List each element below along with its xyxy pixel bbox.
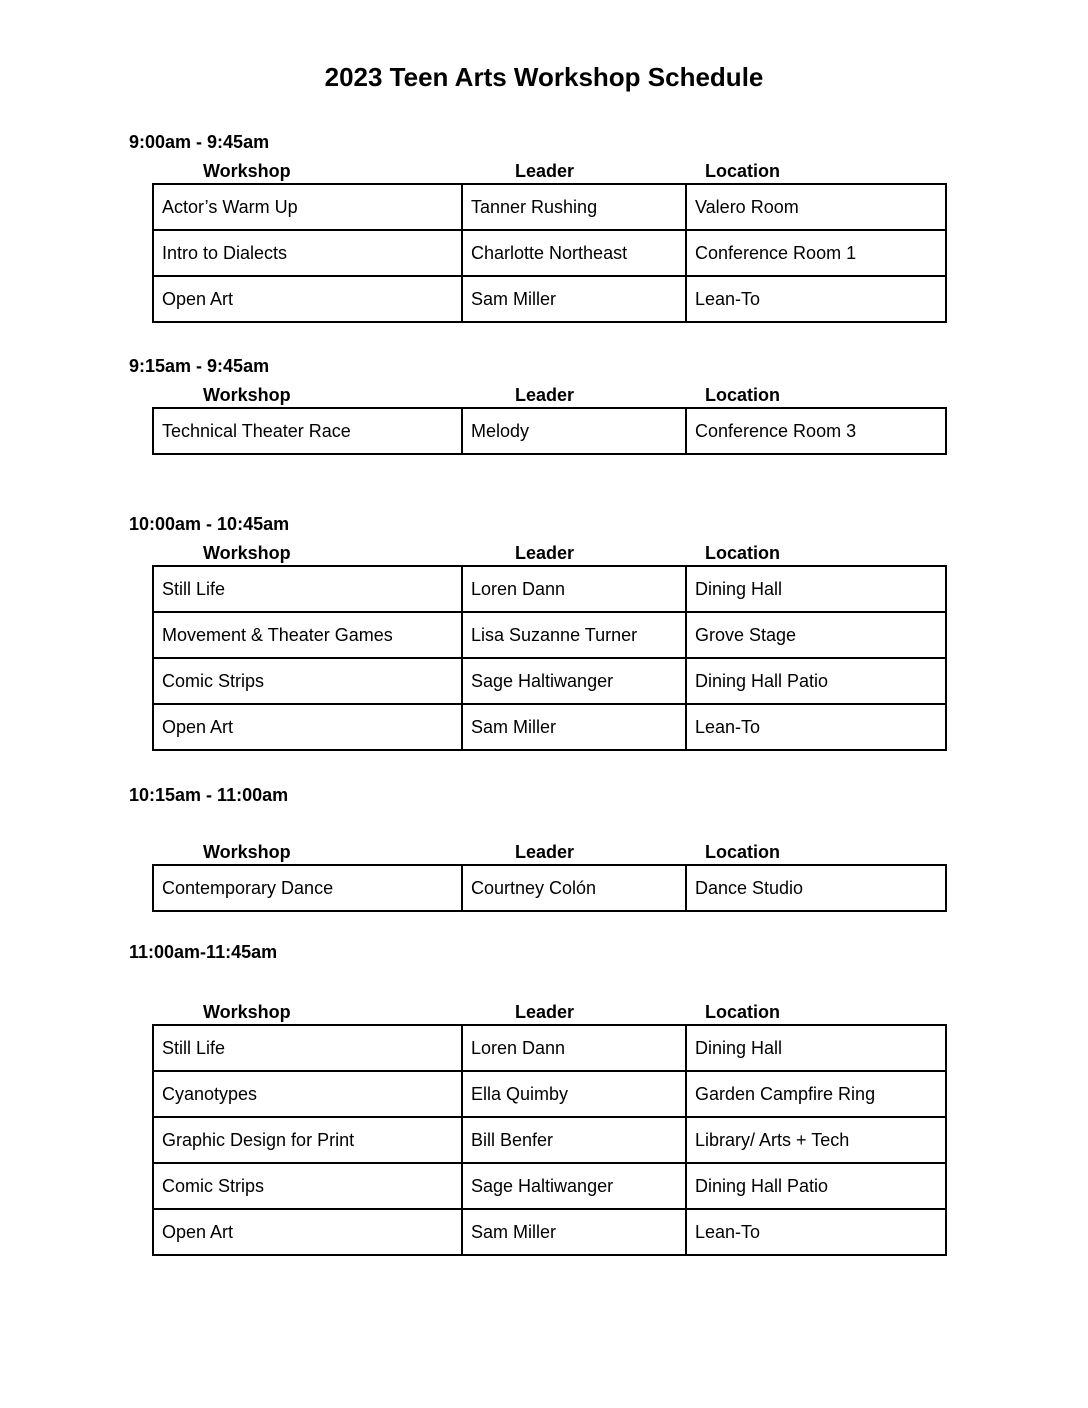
leader-cell: Loren Dann bbox=[462, 566, 686, 612]
column-header-workshop: Workshop bbox=[203, 385, 291, 405]
workshop-cell: Actor’s Warm Up bbox=[153, 184, 462, 230]
workshop-cell: Technical Theater Race bbox=[153, 408, 462, 454]
leader-cell: Sam Miller bbox=[462, 276, 686, 322]
table-row bbox=[153, 276, 946, 322]
schedule-section-900 bbox=[129, 133, 1088, 323]
time-heading: 9:15am - 9:45am bbox=[129, 356, 270, 376]
schedule-table bbox=[152, 864, 947, 912]
schedule-section-1000 bbox=[129, 515, 1088, 751]
location-cell: Grove Stage bbox=[686, 612, 946, 658]
leader-cell: Sage Haltiwanger bbox=[462, 658, 686, 704]
column-header-leader: Leader bbox=[515, 842, 575, 862]
column-header-location: Location bbox=[705, 1002, 780, 1022]
column-header-leader: Leader bbox=[515, 1002, 575, 1022]
column-header-leader: Leader bbox=[515, 161, 575, 181]
column-header-location: Location bbox=[705, 842, 780, 862]
table-row bbox=[153, 658, 946, 704]
column-header-workshop: Workshop bbox=[203, 1002, 291, 1022]
time-heading: 10:15am - 11:00am bbox=[129, 785, 289, 805]
column-header-workshop: Workshop bbox=[203, 842, 291, 862]
column-header-row bbox=[129, 162, 1088, 181]
column-header-location: Location bbox=[705, 385, 780, 405]
workshop-cell: Open Art bbox=[153, 276, 462, 322]
leader-cell: Tanner Rushing bbox=[462, 184, 686, 230]
column-header-workshop: Workshop bbox=[203, 543, 291, 563]
leader-cell: Sage Haltiwanger bbox=[462, 1163, 686, 1209]
table-row bbox=[153, 704, 946, 750]
schedule-section-1015 bbox=[129, 786, 1088, 912]
leader-cell: Loren Dann bbox=[462, 1025, 686, 1071]
table-row bbox=[153, 865, 946, 911]
time-heading: 9:00am - 9:45am bbox=[129, 132, 270, 152]
column-header-row bbox=[129, 1003, 1088, 1022]
location-cell: Library/ Arts + Tech bbox=[686, 1117, 946, 1163]
schedule-table bbox=[152, 183, 947, 323]
location-cell: Dining Hall Patio bbox=[686, 658, 946, 704]
workshop-cell: Intro to Dialects bbox=[153, 230, 462, 276]
column-header-location: Location bbox=[705, 161, 780, 181]
location-cell: Dining Hall bbox=[686, 566, 946, 612]
column-header-workshop: Workshop bbox=[203, 161, 291, 181]
leader-cell: Ella Quimby bbox=[462, 1071, 686, 1117]
table-row bbox=[153, 566, 946, 612]
schedule-section-915 bbox=[129, 357, 1088, 455]
workshop-cell: Movement & Theater Games bbox=[153, 612, 462, 658]
location-cell: Lean-To bbox=[686, 1209, 946, 1255]
location-cell: Dance Studio bbox=[686, 865, 946, 911]
workshop-cell: Cyanotypes bbox=[153, 1071, 462, 1117]
table-row bbox=[153, 408, 946, 454]
column-header-row bbox=[129, 386, 1088, 405]
table-row bbox=[153, 230, 946, 276]
schedule-table bbox=[152, 407, 947, 455]
leader-cell: Sam Miller bbox=[462, 704, 686, 750]
column-header-row bbox=[129, 843, 1088, 862]
location-cell: Conference Room 3 bbox=[686, 408, 946, 454]
column-header-leader: Leader bbox=[515, 385, 575, 405]
location-cell: Garden Campfire Ring bbox=[686, 1071, 946, 1117]
location-cell: Valero Room bbox=[686, 184, 946, 230]
leader-cell: Sam Miller bbox=[462, 1209, 686, 1255]
table-row bbox=[153, 612, 946, 658]
time-heading: 10:00am - 10:45am bbox=[129, 514, 290, 534]
schedule-section-1100 bbox=[129, 943, 1088, 1256]
table-row bbox=[153, 1209, 946, 1255]
leader-cell: Lisa Suzanne Turner bbox=[462, 612, 686, 658]
workshop-cell: Contemporary Dance bbox=[153, 865, 462, 911]
leader-cell: Courtney Colón bbox=[462, 865, 686, 911]
table-row bbox=[153, 1163, 946, 1209]
workshop-cell: Still Life bbox=[153, 566, 462, 612]
workshop-cell: Open Art bbox=[153, 704, 462, 750]
location-cell: Dining Hall Patio bbox=[686, 1163, 946, 1209]
schedule-table bbox=[152, 1024, 947, 1256]
time-heading: 11:00am-11:45am bbox=[129, 942, 278, 962]
workshop-cell: Still Life bbox=[153, 1025, 462, 1071]
workshop-cell: Graphic Design for Print bbox=[153, 1117, 462, 1163]
table-row bbox=[153, 1071, 946, 1117]
leader-cell: Melody bbox=[462, 408, 686, 454]
workshop-cell: Open Art bbox=[153, 1209, 462, 1255]
workshop-cell: Comic Strips bbox=[153, 658, 462, 704]
column-header-row bbox=[129, 544, 1088, 563]
page-title: 2023 Teen Arts Workshop Schedule bbox=[324, 62, 764, 92]
table-row bbox=[153, 184, 946, 230]
column-header-location: Location bbox=[705, 543, 780, 563]
schedule-table bbox=[152, 565, 947, 751]
column-header-leader: Leader bbox=[515, 543, 575, 563]
leader-cell: Charlotte Northeast bbox=[462, 230, 686, 276]
location-cell: Lean-To bbox=[686, 704, 946, 750]
location-cell: Conference Room 1 bbox=[686, 230, 946, 276]
location-cell: Dining Hall bbox=[686, 1025, 946, 1071]
table-row bbox=[153, 1117, 946, 1163]
location-cell: Lean-To bbox=[686, 276, 946, 322]
leader-cell: Bill Benfer bbox=[462, 1117, 686, 1163]
workshop-cell: Comic Strips bbox=[153, 1163, 462, 1209]
table-row bbox=[153, 1025, 946, 1071]
